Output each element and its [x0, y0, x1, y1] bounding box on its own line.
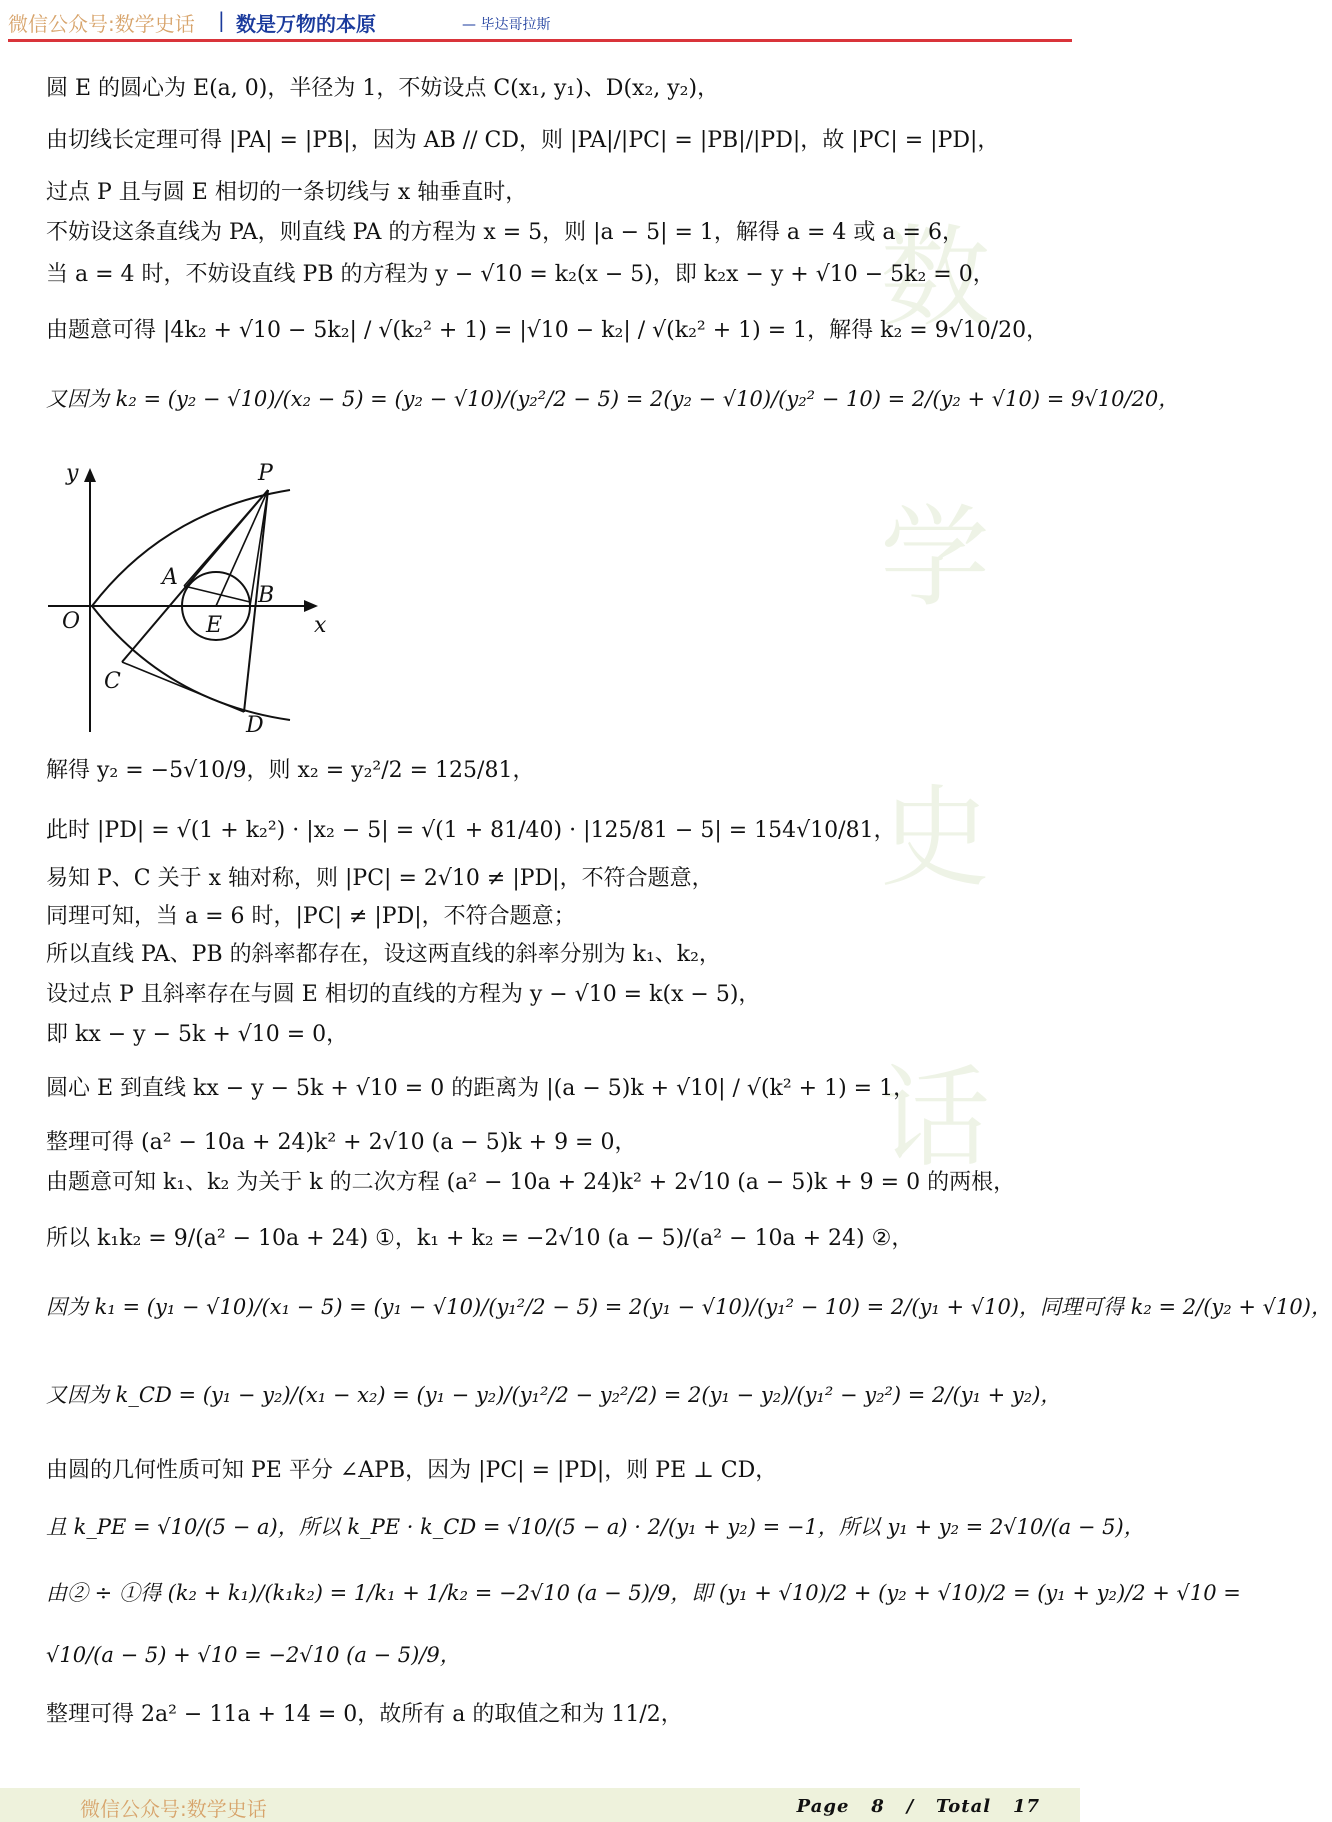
- text-line: 整理可得 2a² − 11a + 14 = 0，故所有 a 的取值之和为 11/2，: [46, 1702, 683, 1727]
- chord-CD: [122, 662, 244, 712]
- text-line: 所以直线 PA、PB 的斜率都存在，设这两直线的斜率分别为 k₁、k₂，: [46, 942, 721, 967]
- x-axis-arrow-icon: [304, 600, 318, 612]
- label-O: O: [62, 609, 81, 634]
- geometry-figure: [46, 450, 336, 738]
- label-E: E: [206, 613, 223, 638]
- text-line: 解得 y₂ = −5√10/9，则 x₂ = y₂²/2 = 125/81，: [46, 758, 535, 783]
- label-D: D: [246, 713, 264, 738]
- header-source: 微信公众号:数学史话: [8, 12, 195, 36]
- text-line: 易知 P、C 关于 x 轴对称，则 |PC| = 2√10 ≠ |PD|，不符合题意，: [46, 866, 714, 891]
- page-slash: /: [906, 1796, 915, 1817]
- page-label: Page: [796, 1796, 850, 1817]
- label-P: P: [258, 461, 273, 486]
- label-B: B: [258, 583, 275, 608]
- page-footer: [0, 1788, 1080, 1822]
- text-line: 整理可得 (a² − 10a + 24)k² + 2√10 (a − 5)k + 9 = 0，: [46, 1130, 637, 1155]
- text-line: 因为 k₁ = (y₁ − √10)/(x₁ − 5) = (y₁ − √10)/(y₁²/2 − 5) = 2(y₁ − √10)/(y₁² − 10) = 2/(y₁ + √10)，同理可得 k₂ = 2/(y₂ + √10)，: [46, 1295, 1332, 1319]
- text-line: 圆心 E 到直线 kx − y − 5k + √10 = 0 的距离为 |(a − 5)k + √10| / √(k² + 1) = 1，: [46, 1076, 916, 1101]
- text-line: 同理可知，当 a = 6 时，|PC| ≠ |PD|，不符合题意；: [46, 904, 576, 929]
- y-axis-arrow-icon: [84, 468, 96, 482]
- text-line: 由题意可知 k₁、k₂ 为关于 k 的二次方程 (a² − 10a + 24)k² + 2√10 (a − 5)k + 9 = 0 的两根，: [46, 1170, 1016, 1195]
- text-line: 由圆的几何性质可知 PE 平分 ∠APB，因为 |PC| = |PD|，则 PE ⊥ CD，: [46, 1458, 778, 1483]
- text-line: 又因为 k_CD = (y₁ − y₂)/(x₁ − x₂) = (y₁ − y₂)/(y₁²/2 − y₂²/2) = 2(y₁ − y₂)/(y₁² − y₂²) = 2/(y₁ + y₂)，: [46, 1383, 1062, 1407]
- text-line: 即 kx − y − 5k + √10 = 0，: [46, 1022, 349, 1047]
- footer-pagination: [797, 1796, 1040, 1817]
- page-header: [0, 0, 1080, 44]
- text-line: 由切线长定理可得 |PA| = |PB|，因为 AB // CD，则 |PA|/|PC| = |PB|/|PD|，故 |PC| = |PD|，: [46, 128, 1000, 153]
- watermark-char: 史: [880, 774, 990, 902]
- page-number: 8: [871, 1796, 885, 1817]
- header-quote-author: — 毕达哥拉斯: [462, 17, 551, 33]
- watermark-char: 话: [880, 1054, 990, 1182]
- text-line: 当 a = 4 时，不妨设直线 PB 的方程为 y − √10 = k₂(x − 5)，即 k₂x − y + √10 − 5k₂ = 0，: [46, 262, 995, 287]
- total-pages: 17: [1012, 1796, 1040, 1817]
- text-line: √10/(a − 5) + √10 = −2√10 (a − 5)/9，: [46, 1643, 461, 1667]
- footer-source: 微信公众号:数学史话: [80, 1797, 267, 1821]
- label-C: C: [104, 669, 121, 694]
- label-A: A: [162, 565, 178, 590]
- label-x: x: [314, 613, 327, 638]
- total-label: Total: [935, 1796, 992, 1817]
- text-line: 又因为 k₂ = (y₂ − √10)/(x₂ − 5) = (y₂ − √10)/(y₂²/2 − 5) = 2(y₂ − √10)/(y₂² − 10) = 2/(y₂ + √10) = 9√10/20，: [46, 387, 1180, 411]
- header-rule: [8, 39, 1072, 42]
- text-line: 所以 k₁k₂ = 9/(a² − 10a + 24) ①，k₁ + k₂ = −2√10 (a − 5)/(a² − 10a + 24) ②，: [46, 1226, 914, 1251]
- header-separator: |: [218, 8, 225, 32]
- text-line: 不妨设这条直线为 PA，则直线 PA 的方程为 x = 5，则 |a − 5| = 1，解得 a = 4 或 a = 6，: [46, 220, 964, 245]
- text-line: 由② ÷ ①得 (k₂ + k₁)/(k₁k₂) = 1/k₁ + 1/k₂ = −2√10 (a − 5)/9，即 (y₁ + √10)/2 + (y₂ + √10)/2 = (y₁ + y₂)/2 + √10 =: [46, 1581, 1241, 1605]
- watermark-char: 学: [880, 494, 990, 622]
- text-line: 且 k_PE = √10/(5 − a)，所以 k_PE · k_CD = √10/(5 − a) · 2/(y₁ + y₂) = −1，所以 y₁ + y₂ = 2√10/(a − 5)，: [46, 1515, 1145, 1539]
- text-line: 设过点 P 且斜率存在与圆 E 相切的直线的方程为 y − √10 = k(x − 5)，: [46, 982, 761, 1007]
- header-title: 数是万物的本原: [236, 12, 376, 36]
- watermark-char: 数: [880, 214, 990, 342]
- text-line: 过点 P 且与圆 E 相切的一条切线与 x 轴垂直时，: [46, 180, 528, 205]
- chord-AB: [184, 586, 250, 602]
- text-line: 此时 |PD| = √(1 + k₂²) · |x₂ − 5| = √(1 + 81/40) · |125/81 − 5| = 154√10/81，: [46, 818, 896, 843]
- text-line: 圆 E 的圆心为 E(a, 0)，半径为 1，不妨设点 C(x₁, y₁)、D(x₂, y₂)，: [46, 76, 720, 101]
- text-line: 由题意可得 |4k₂ + √10 − 5k₂| / √(k₂² + 1) = |√10 − k₂| / √(k₂² + 1) = 1，解得 k₂ = 9√10/20，: [46, 318, 1049, 343]
- label-y: y: [66, 461, 79, 486]
